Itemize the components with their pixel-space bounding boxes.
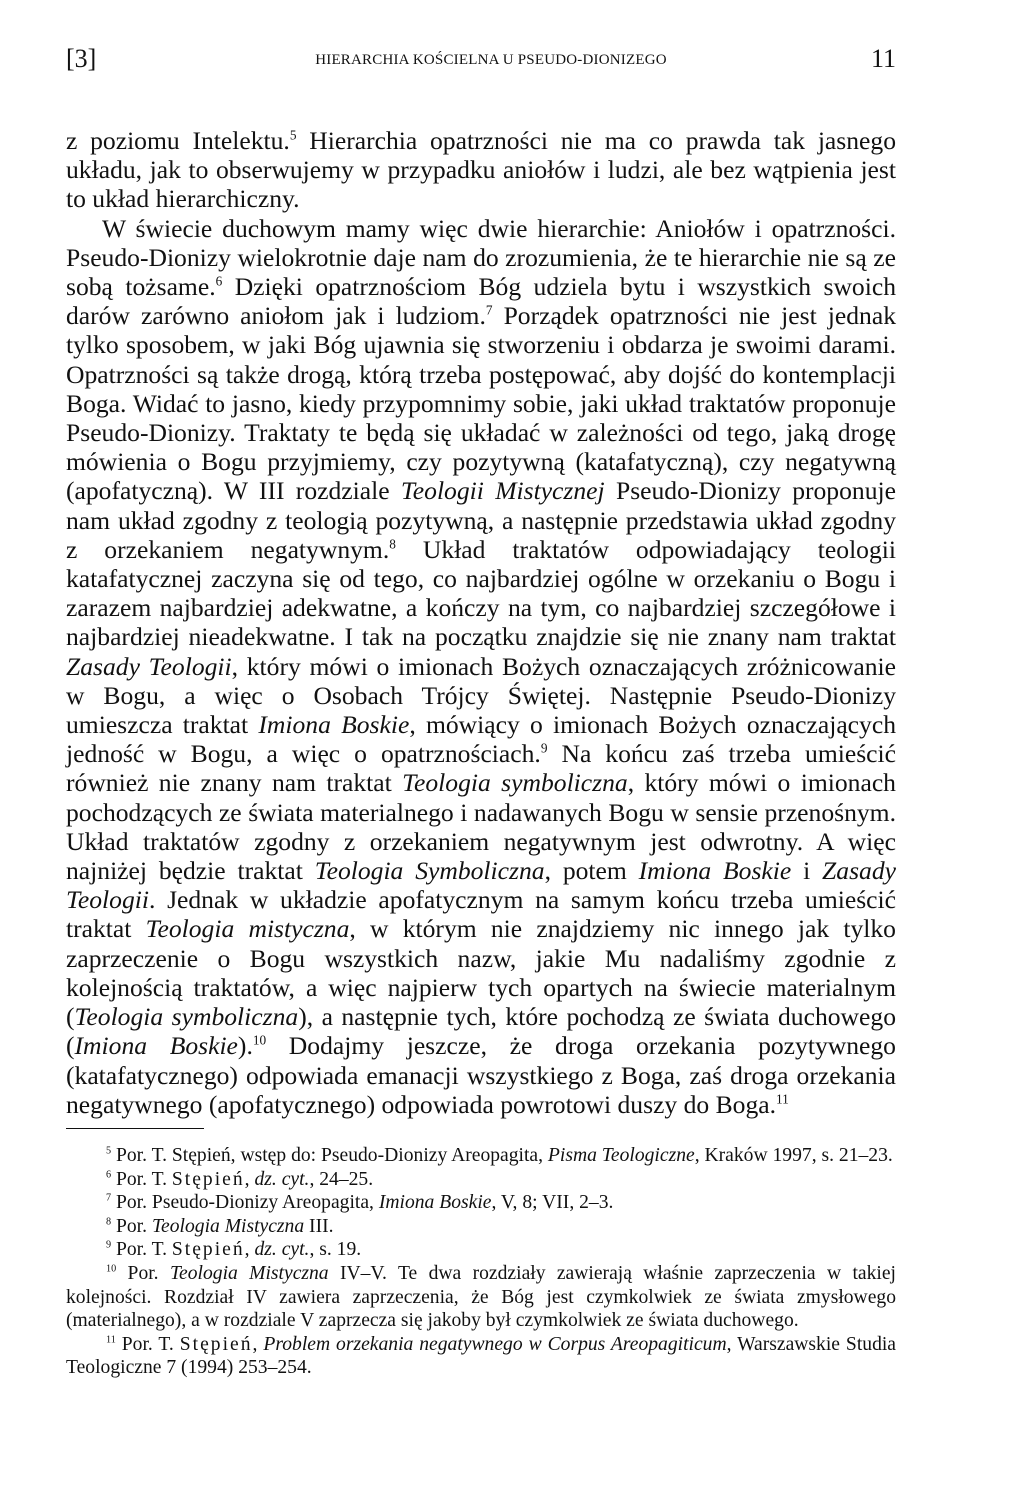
text-run: ), a następnie tych, które pochodzą ze świata duchowego ( xyxy=(66,1002,896,1061)
title-italic: Imiona Boskie xyxy=(258,710,410,740)
footnote-number: 5 xyxy=(106,1145,112,1157)
title-italic: Imiona Boskie xyxy=(378,1192,492,1214)
paragraph-1 xyxy=(66,126,896,214)
text-run: Por. T. Stępień, wstęp do: Pseudo-Dionizy Areopagita, xyxy=(111,1145,548,1166)
title-italic: Teologia Mistyczna xyxy=(169,1262,329,1284)
title-italic: Teologia mistyczna xyxy=(145,914,350,944)
footnote-9 xyxy=(66,1238,896,1262)
footnote-5 xyxy=(66,1144,896,1168)
text-run: III. xyxy=(304,1215,334,1237)
title-italic: Pisma Teologiczne xyxy=(547,1145,695,1166)
title-italic: dz. cyt. xyxy=(254,1168,310,1190)
text-run: . Jednak w układzie apofatycznym na samym końcu trzeba umieścić traktat xyxy=(66,885,896,944)
text-run: Dodajmy jeszcze, że droga orzekania pozytywnego (katafatycznego) odpowiada emanacji wszystkiego z Boga, zaś droga orzekania negatywnego (apofatycznego) odpowiada powrotowi duszy do Boga. xyxy=(66,1031,896,1119)
text-run: Dzięki opatrznościom Bóg udziela bytu i wszystkich swoich darów zarówno aniołom jak i ludziom. xyxy=(66,272,896,331)
footnote-ref-11[interactable]: 11 xyxy=(776,1091,789,1107)
text-run: Por. T. xyxy=(111,1168,172,1190)
text-run: , 24–25. xyxy=(309,1168,374,1190)
footnote-ref-5[interactable]: 5 xyxy=(289,127,297,143)
text-run: Pseudo-Dionizy proponuje nam układ zgodny z teologią pozytywną, a następnie przedstawia układ zgodny z orzekaniem negatywnym. xyxy=(66,476,896,564)
text-run: , który mówi o imionach Bożych oznaczających zróżnicowanie w Bogu, a więc o Osobach Trójcy Świętej. Następnie Pseudo-Dionizy umieszcza traktat xyxy=(66,651,896,740)
page-header xyxy=(66,44,896,80)
text-run: , mówiący o imionach Bożych oznaczających jedność w Bogu, a więc o opatrznościach. xyxy=(66,710,896,769)
title-italic: Teologia symboliczna xyxy=(74,1002,299,1032)
footnote-7 xyxy=(66,1191,896,1215)
text-run: , s. 19. xyxy=(309,1239,362,1261)
footnote-11 xyxy=(66,1333,896,1380)
title-italic: Imiona Boskie xyxy=(638,856,792,886)
footnote-ref-8[interactable]: 8 xyxy=(389,536,396,552)
body-text xyxy=(66,126,896,1119)
footnote-number: 8 xyxy=(106,1216,112,1228)
text-run: , Kraków 1997, s. 21–23. xyxy=(694,1145,893,1166)
footnote-number: 6 xyxy=(106,1169,112,1181)
text-run: , xyxy=(244,1239,255,1261)
footnote-ref-7[interactable]: 7 xyxy=(485,302,493,318)
section-ref: [3] xyxy=(66,44,97,73)
author-spaced: Stępień xyxy=(171,1168,245,1190)
title-italic: Teologia symboliczna xyxy=(402,768,628,798)
text-run: Na końcu zaś trzeba umieścić również nie znany nam traktat xyxy=(66,739,896,798)
footnote-number: 7 xyxy=(106,1192,112,1204)
title-italic: Teologia Symboliczna xyxy=(314,856,545,886)
text-run: i xyxy=(791,856,823,886)
text-run: , który mówi o imionach pochodzących ze świata materialnego i nadawanych Bogu w sensie przenośnym. Układ traktatów zgodny z orzekaniem negatywnym jest odwrotny. A więc najniżej będzie traktat xyxy=(66,768,896,886)
title-italic: Teologia Mistyczna xyxy=(151,1215,305,1237)
author-spaced: Stępień xyxy=(179,1333,253,1355)
text-run: , potem xyxy=(544,856,639,886)
text-run: Por. T. xyxy=(111,1239,172,1261)
title-italic: Teologii Mistycznej xyxy=(400,476,605,506)
title-italic: dz. cyt. xyxy=(254,1239,310,1261)
text-run: Por. xyxy=(111,1215,152,1237)
text-run: Por. T. xyxy=(115,1333,180,1355)
paragraph-2 xyxy=(66,214,896,1119)
footnote-divider xyxy=(66,1128,204,1129)
text-run: Układ traktatów odpowiadający teologii katafatycznej zaczyna się od tego, co najbardziej ogólne w orzekaniu o Bogu i zarazem najbardziej adekwatne, a kończy na tym, co najbardziej szczegółowe i najbardziej nieadekwatne. I tak na początku znajdzie się nie znany nam traktat xyxy=(66,534,896,652)
text-run: , xyxy=(252,1333,264,1355)
footnotes xyxy=(66,1144,896,1380)
page-number: 11 xyxy=(870,44,896,73)
title-italic: Zasady Teologii xyxy=(66,856,896,915)
running-title: HIERARCHIA KOŚCIELNA U PSEUDO-DIONIZEGO xyxy=(315,52,667,68)
title-italic: Problem orzekania negatywnego w Corpus Areopagiticum xyxy=(263,1333,727,1355)
title-italic: Imiona Boskie xyxy=(74,1031,238,1061)
footnote-6 xyxy=(66,1168,896,1192)
text-run: , Warszawskie Studia Teologiczne 7 (1994) 253–254. xyxy=(66,1333,896,1379)
text-run: Por. xyxy=(116,1262,170,1284)
footnote-number: 9 xyxy=(106,1240,112,1252)
text-run: Por. Pseudo-Dionizy Areopagita, xyxy=(111,1192,379,1214)
text-run: Porządek opatrzności nie jest jednak tylko sposobem, w jaki Bóg ujawnia się stworzeniu i obdarza je swoimi darami. Opatrzności są także drogą, którą trzeba postępować, aby dojść do kontemplacji Boga. Widać to jasno, kiedy przypomnimy sobie, jaki układ traktatów proponuje Pseudo-Dionizy. Traktaty te będą się układać w zależności od tego, jaką drogę mówienia o Bogu przyjmiemy, czy pozytywną (katafatyczną), czy negatywną (apofatyczną). W III rozdziale xyxy=(66,301,896,506)
text-run: , V, 8; VII, 2–3. xyxy=(491,1192,614,1214)
author-spaced: Stępień xyxy=(171,1239,245,1261)
text-run: , xyxy=(244,1168,255,1190)
footnote-10 xyxy=(66,1262,896,1333)
text-run: z poziomu Intelektu. xyxy=(66,126,290,155)
footnote-ref-9[interactable]: 9 xyxy=(540,740,548,756)
footnote-number: 11 xyxy=(106,1334,116,1346)
footnote-8 xyxy=(66,1215,896,1239)
footnote-number: 10 xyxy=(106,1263,117,1275)
footnote-ref-6[interactable]: 6 xyxy=(215,273,223,289)
title-italic: Zasady Teologii xyxy=(66,651,232,681)
text-run: , w którym nie znajdziemy nic innego jak tylko zaprzeczenie o Bogu wszystkich nazw, jakie Mu nadaliśmy zgodnie z kolejnością traktatów, a więc najpierw tych opartych na świecie materialnym ( xyxy=(66,914,896,1032)
footnote-ref-10[interactable]: 10 xyxy=(252,1032,267,1048)
text-run: W świecie duchowym mamy więc dwie hierarchie: Aniołów i opatrzności. Pseudo-Dionizy wielokrotnie daje nam do zrozumienia, że te hierarchie nie są ze sobą tożsame. xyxy=(66,213,896,302)
text-run: IV–V. Te dwa rozdziały zawierają właśnie zaprzeczenia w takiej kolejności. Rozdział IV zawiera zaprzeczenia, że Bóg jest czymkolwiek ze świata zmysłowego (materialnego), a w rozdziale V zaprzecza się jakoby był czymkolwiek ze świata duchowego. xyxy=(66,1262,896,1332)
text-run: ). xyxy=(237,1031,253,1061)
text-run: Hierarchia opatrzności nie ma co prawda tak jasnego układu, jak to obserwujemy w przypadku aniołów i ludzi, ale bez wątpienia jest to układ hierarchiczny. xyxy=(66,126,897,214)
